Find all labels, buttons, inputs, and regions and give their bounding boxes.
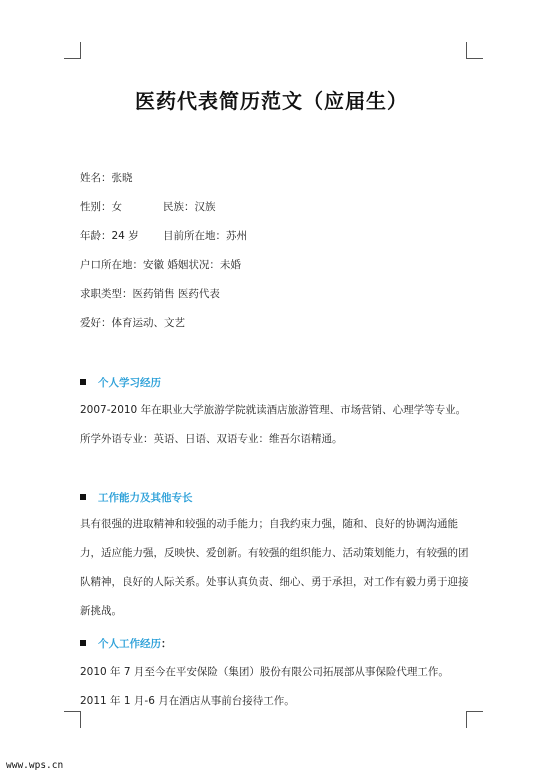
section-heading-education [80,375,161,390]
bullet-square-icon [80,494,86,500]
education-line: 所学外语专业：英语、日语、双语专业：维吾尔语精通。 [80,433,343,445]
section-heading-work [80,636,172,651]
skills-paragraph: 具有很强的进取精神和较强的动手能力；自我约束力强，随和、良好的协调沟通能力，适应能力强，反映快、爱创新。有较强的组织能力、活动策划能力，有较强的团队精神，良好的人际关系。处事认真负责、细心、勇于承担，对工作有毅力勇于迎接新挑战。 [80,518,469,617]
info-age: 年龄：24 岁 [80,230,139,242]
margin-corner-top-left [64,42,81,59]
bullet-square-icon [80,379,86,385]
margin-corner-bottom-left [64,711,81,728]
info-hobby: 爱好：体育运动、文艺 [80,317,185,329]
work-line: 2011 年 1 月-6 月在酒店从事前台接待工作。 [80,695,295,707]
bullet-square-icon [80,640,86,646]
section-heading-colon: ： [161,638,172,650]
margin-corner-bottom-right [466,711,483,728]
section-heading-label: 工作能力及其他专长 [98,492,193,504]
footer-watermark: www.wps.cn [6,760,64,771]
info-hukou: 户口所在地：安徽 婚姻状况：未婚 [80,259,241,271]
margin-corner-top-right [466,42,483,59]
document-title: 医药代表简历范文（应届生） [135,89,408,113]
section-heading-label: 个人工作经历 [98,638,161,650]
info-gender: 性别：女 [80,201,122,213]
work-line: 2010 年 7 月至今在平安保险（集团）股份有限公司拓展部从事保险代理工作。 [80,666,449,678]
education-line: 2007-2010 年在职业大学旅游学院就读酒店旅游管理、市场营销、心理学等专业。 [80,404,467,416]
info-name: 姓名：张晓 [80,172,133,184]
info-job-type: 求职类型：医药销售 医药代表 [80,288,220,300]
info-location: 目前所在地：苏州 [163,230,247,242]
section-heading-label: 个人学习经历 [98,377,161,389]
section-heading-skills [80,490,193,505]
info-ethnicity: 民族：汉族 [163,201,216,213]
